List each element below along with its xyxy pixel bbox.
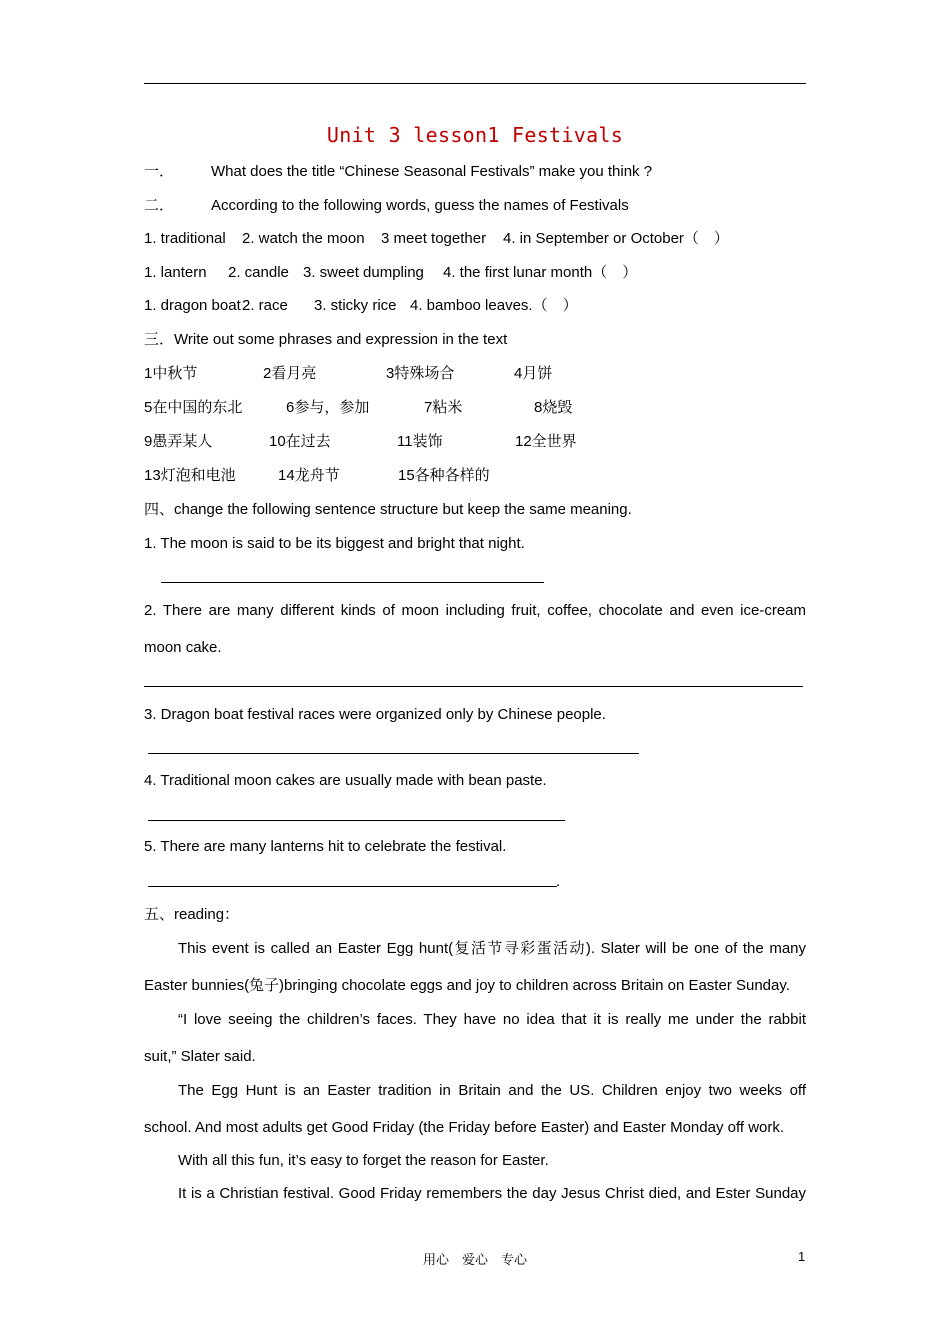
- clue-word: 3 meet together: [381, 230, 487, 247]
- phrase-item: 10在过去: [269, 433, 331, 450]
- reading-line: With all this fun, it’s easy to forget the reason for Easter.: [178, 1152, 549, 1169]
- answer-line-5[interactable]: [148, 886, 557, 887]
- phrase-item: 2看月亮: [263, 365, 317, 382]
- phrase-item: 4月饼: [514, 365, 553, 382]
- rewrite-sentence-1: 1. The moon is said to be its biggest and bright that night.: [144, 535, 525, 552]
- rewrite-sentence-5: 5. There are many lanterns hit to celebrate the festival.: [144, 838, 507, 855]
- reading-line: “I love seeing the children’s faces. They have no idea that it is really me under the rabbit: [178, 1011, 806, 1028]
- rewrite-sentence-4: 4. Traditional moon cakes are usually made with bean paste.: [144, 772, 547, 789]
- clue-word: 3. sticky rice: [314, 297, 397, 314]
- answer-line-3[interactable]: [148, 753, 639, 754]
- phrase-row: [144, 398, 572, 418]
- answer-line-4[interactable]: [148, 820, 565, 821]
- reading-line: suit,” Slater said.: [144, 1048, 256, 1065]
- phrase-item: 1中秋节: [144, 365, 198, 382]
- header-rule: [144, 83, 806, 84]
- reading-line: The Egg Hunt is an Easter tradition in Britain and the US. Children enjoy two weeks off: [178, 1082, 806, 1099]
- answer-line-5-period: .: [556, 873, 561, 890]
- answer-line-1[interactable]: [161, 582, 544, 583]
- clue-word: 2. race: [242, 297, 288, 314]
- section-4-heading: 四、change the following sentence structure but keep the same meaning.: [144, 501, 632, 518]
- festival-clue-row: [144, 229, 729, 249]
- section-1-text: What does the title “Chinese Seasonal Festivals” make you think ?: [211, 163, 653, 180]
- clue-word: 1. traditional: [144, 230, 226, 247]
- section-2-text: According to the following words, guess the names of Festivals: [211, 197, 629, 214]
- phrase-item: 3特殊场合: [386, 365, 455, 382]
- clue-word: 3. sweet dumpling: [303, 264, 424, 281]
- phrase-item: 9愚弄某人: [144, 433, 213, 450]
- clue-word-with-blank: 4. the first lunar month（ ）: [443, 264, 638, 281]
- phrase-item: 14龙舟节: [278, 467, 340, 484]
- phrase-item: 8烧毁: [534, 399, 573, 416]
- phrase-row: [144, 432, 577, 452]
- phrase-item: 5在中国的东北: [144, 399, 243, 416]
- phrase-item: 11装饰: [397, 433, 443, 450]
- section-3-heading: 三．Write out some phrases and expression in the text: [144, 331, 508, 348]
- phrase-item: 12全世界: [515, 433, 577, 450]
- footer-motto: 用心 爱心 专心: [422, 1252, 527, 1267]
- section-1-question: [144, 162, 652, 182]
- clue-word-with-blank: 4. bamboo leaves.（ ）: [410, 297, 578, 314]
- page-title: Unit 3 lesson1 Festivals: [326, 123, 624, 147]
- clue-word: 2. candle: [228, 264, 289, 281]
- section-2-heading: [144, 196, 629, 216]
- phrase-item: 13灯泡和电池: [144, 467, 236, 484]
- phrase-item: 6参与，参加: [286, 399, 370, 416]
- section-1-number: 一．: [144, 163, 175, 180]
- answer-line-2[interactable]: [144, 686, 803, 687]
- reading-line: school. And most adults get Good Friday (the Friday before Easter) and Easter Monday off work.: [144, 1119, 785, 1136]
- rewrite-sentence-2-cont: moon cake.: [144, 639, 222, 656]
- clue-word: 2. watch the moon: [242, 230, 365, 247]
- clue-word-with-blank: 4. in September or October（ ）: [503, 230, 729, 247]
- reading-line: This event is called an Easter Egg hunt(复活节寻彩蛋活动). Slater will be one of the many: [178, 940, 806, 957]
- clue-word: 1. lantern: [144, 264, 207, 281]
- phrase-row: [144, 466, 490, 486]
- rewrite-sentence-3: 3. Dragon boat festival races were organized only by Chinese people.: [144, 706, 606, 723]
- phrase-item: 15各种各样的: [398, 467, 490, 484]
- phrase-row: [144, 364, 552, 384]
- phrase-item: 7粘米: [424, 399, 463, 416]
- page-number: 1: [798, 1249, 806, 1264]
- festival-clue-row: [144, 263, 637, 283]
- festival-clue-row: [144, 296, 578, 316]
- reading-line: Easter bunnies(兔子)bringing chocolate eggs and joy to children across Britain on Easter Sunday.: [144, 977, 790, 994]
- section-5-heading: 五、reading：: [144, 906, 240, 923]
- clue-word: 1. dragon boat: [144, 297, 241, 314]
- section-2-number: 二．: [144, 197, 175, 214]
- reading-line: It is a Christian festival. Good Friday remembers the day Jesus Christ died, and Ester Sunday: [178, 1185, 806, 1202]
- rewrite-sentence-2: 2. There are many different kinds of moon including fruit, coffee, chocolate and even ice-cream: [144, 602, 806, 619]
